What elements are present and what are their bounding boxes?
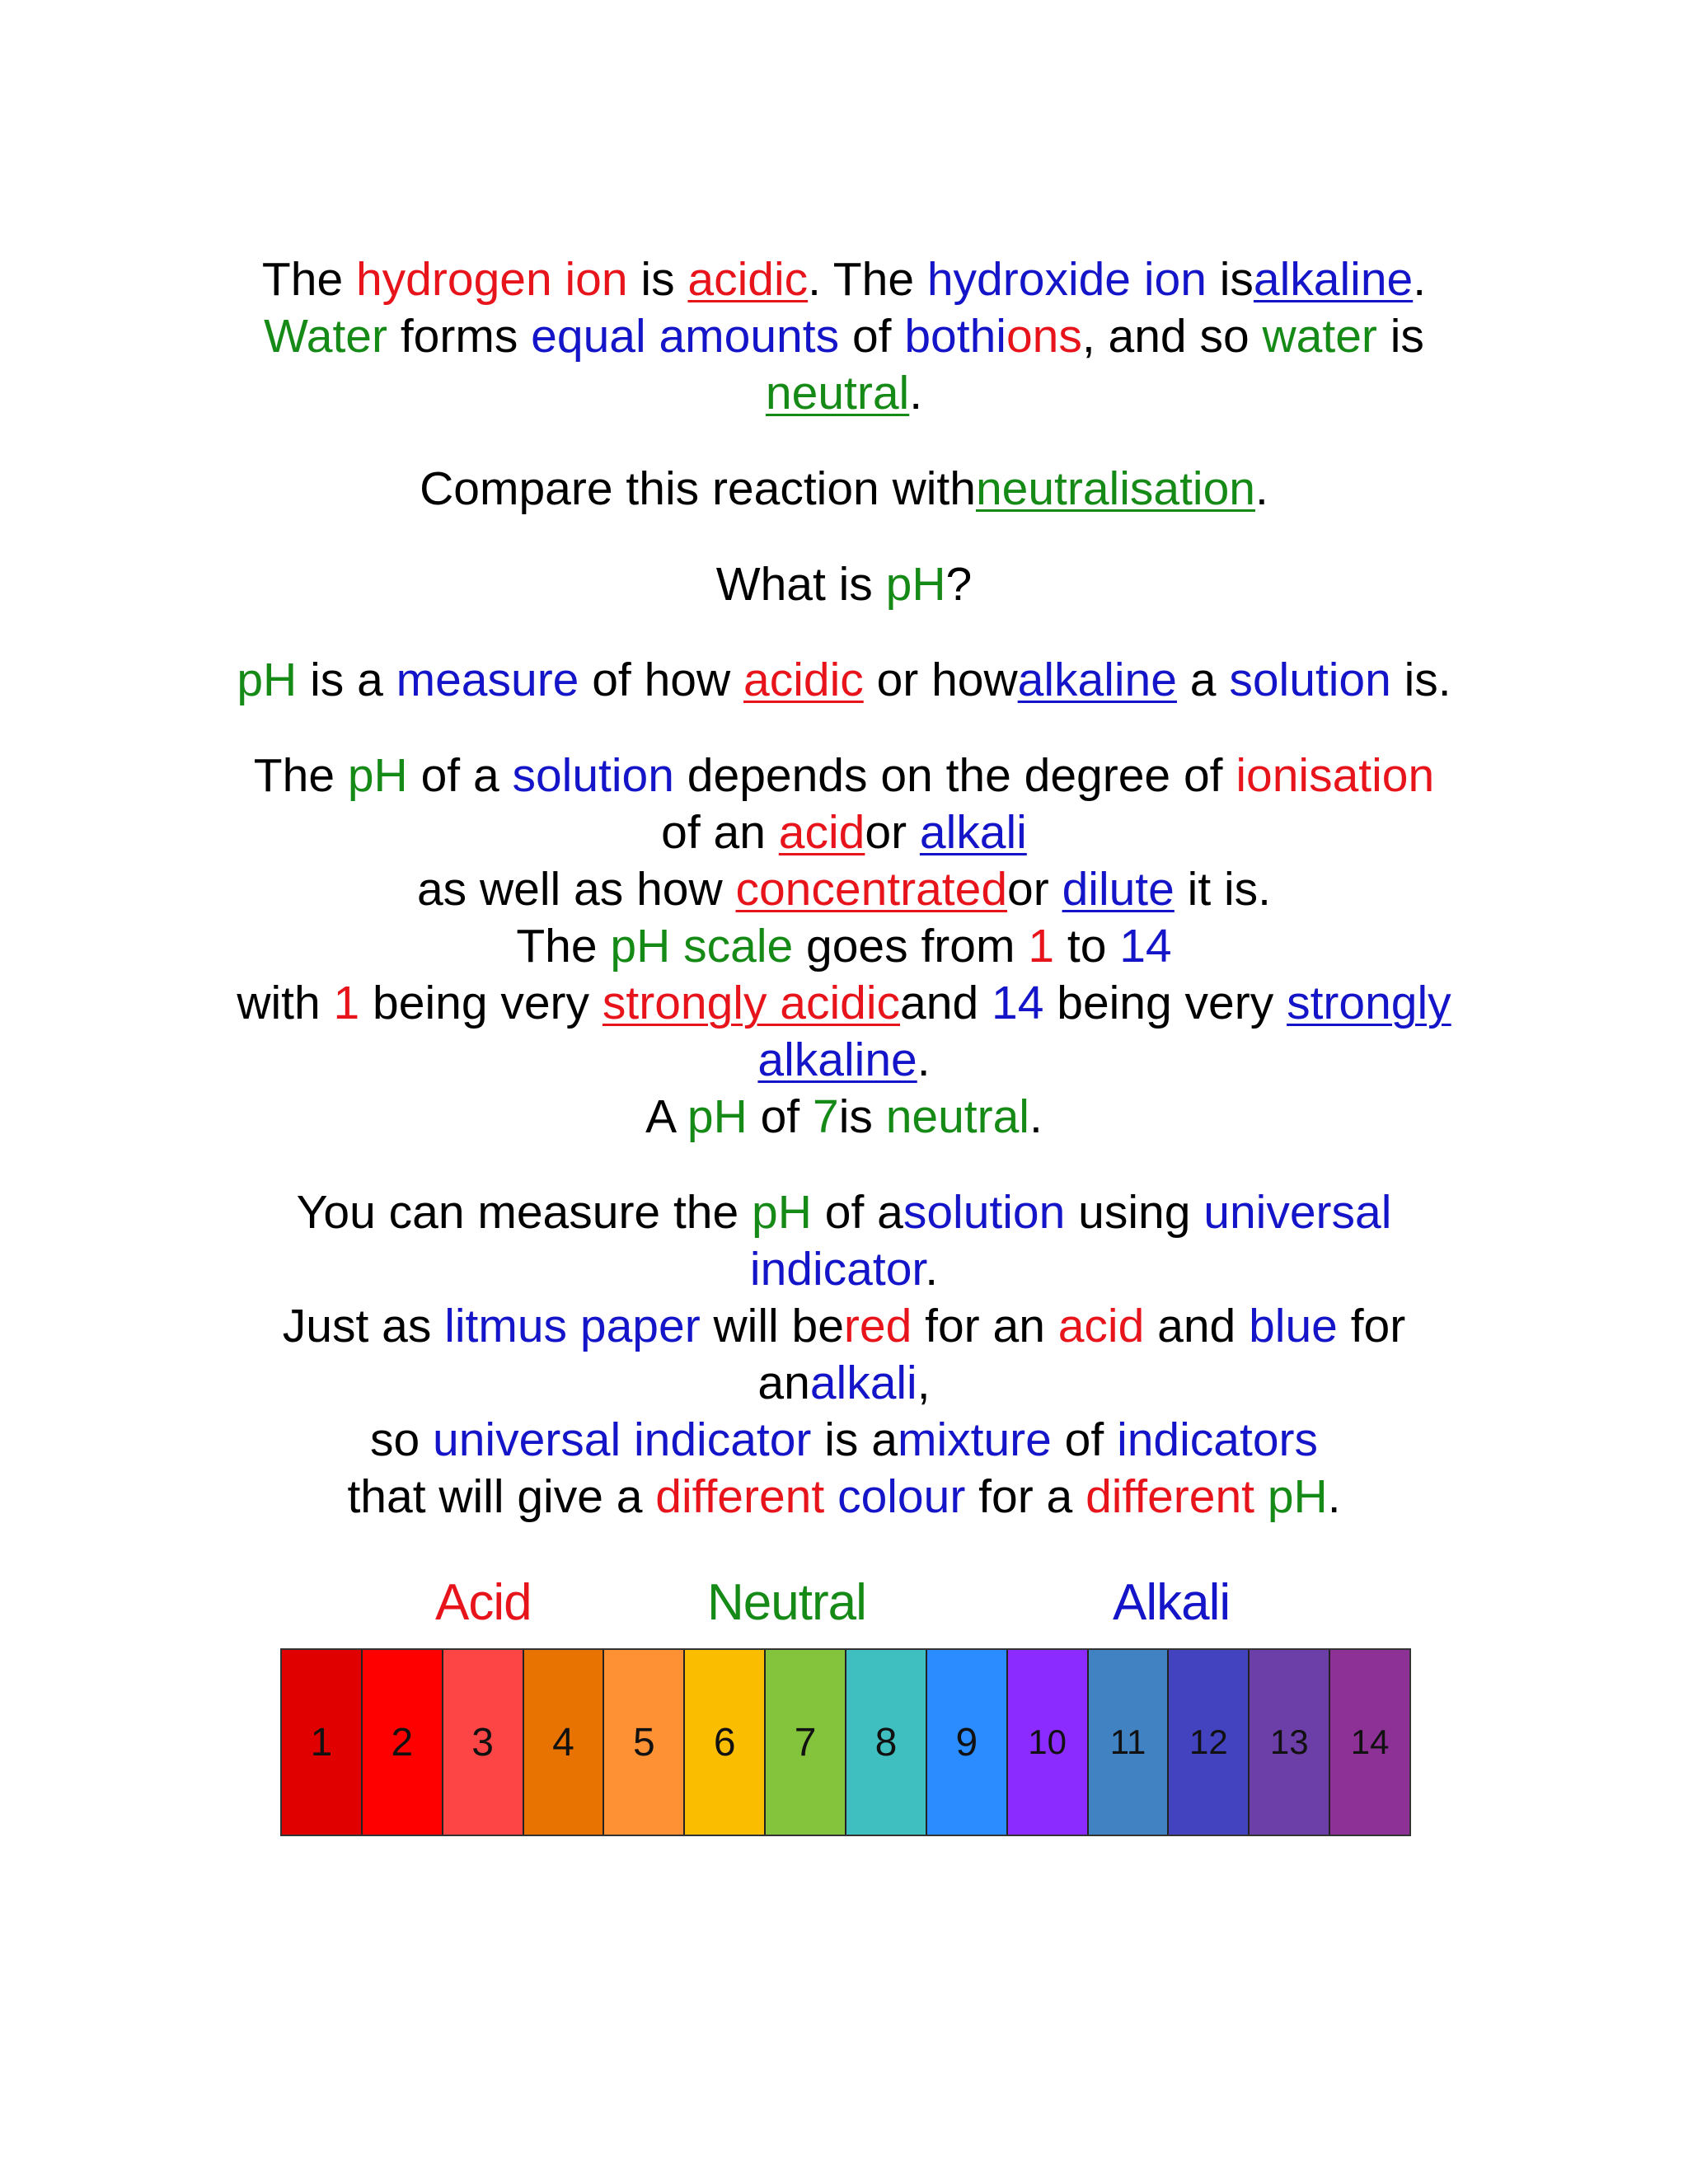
term-litmus-paper: litmus paper xyxy=(444,1300,701,1352)
link-alkaline[interactable]: alkaline xyxy=(1253,253,1414,306)
term-ions: ons xyxy=(1006,310,1082,363)
alkali-label: Alkali xyxy=(1113,1574,1231,1631)
acid-label: Acid xyxy=(435,1574,532,1631)
ph-color-strip xyxy=(280,1648,1411,1836)
text: The xyxy=(261,253,356,306)
term-measure: measure xyxy=(396,654,579,706)
text: as well as how xyxy=(416,863,736,916)
text: is xyxy=(1376,310,1424,363)
term-seven: 7 xyxy=(812,1090,839,1143)
text: , and so xyxy=(1081,310,1263,363)
text: . The xyxy=(808,253,927,306)
ph-cell-7: 7 xyxy=(766,1650,846,1835)
term-hydroxide-ion: hydroxide ion xyxy=(926,253,1207,306)
text: of xyxy=(1051,1413,1118,1466)
term-different: different xyxy=(1085,1470,1254,1523)
link-neutral[interactable]: neutral xyxy=(765,367,910,419)
term-solution: solution xyxy=(903,1186,1066,1239)
text: ? xyxy=(945,558,973,611)
link-dilute[interactable]: dilute xyxy=(1062,863,1175,916)
text: or xyxy=(1007,863,1062,916)
term-water: Water xyxy=(264,310,387,363)
text: or how xyxy=(863,654,1018,706)
text: that will give a xyxy=(347,1470,656,1523)
term-mixture: mixture xyxy=(897,1413,1052,1466)
text: of xyxy=(839,310,905,363)
term-blue: blue xyxy=(1249,1300,1338,1352)
term-alkali: alkali xyxy=(809,1357,917,1409)
ph-cell-3: 3 xyxy=(443,1650,524,1835)
term-ph: pH xyxy=(752,1186,812,1239)
term-hydrogen-ion: hydrogen ion xyxy=(355,253,628,306)
text: of an xyxy=(661,806,779,859)
ph-cell-2: 2 xyxy=(363,1650,443,1835)
ph-scale-figure xyxy=(280,1570,1413,1850)
neutral-label: Neutral xyxy=(707,1574,866,1631)
text: of how xyxy=(579,654,743,706)
text: with xyxy=(237,977,334,1029)
text: for a xyxy=(965,1470,1086,1523)
link-alkaline[interactable]: alkaline xyxy=(1017,654,1177,706)
text: or xyxy=(865,806,920,859)
text: forms xyxy=(387,310,532,363)
text: You can measure the xyxy=(296,1186,753,1239)
ph-cell-8: 8 xyxy=(846,1650,927,1835)
ph-cell-5: 5 xyxy=(604,1650,685,1835)
text: Just as xyxy=(282,1300,445,1352)
link-strongly-acidic[interactable]: strongly acidic xyxy=(602,977,901,1029)
text: and xyxy=(1144,1300,1250,1352)
term-red: red xyxy=(843,1300,912,1352)
ph-cell-12: 12 xyxy=(1169,1650,1250,1835)
text: . xyxy=(917,1033,931,1086)
term-ph: pH xyxy=(1254,1470,1328,1523)
paragraph-ph-definition xyxy=(165,652,1523,709)
text: using xyxy=(1065,1186,1204,1239)
text: is xyxy=(1206,253,1254,306)
text: Compare this reaction with xyxy=(420,462,976,515)
term-one: 1 xyxy=(333,977,360,1029)
text: . xyxy=(1327,1470,1341,1523)
term-one: 1 xyxy=(1028,920,1055,972)
ph-cell-4: 4 xyxy=(524,1650,605,1835)
text: and xyxy=(900,977,992,1029)
term-both: both xyxy=(904,310,996,363)
link-acidic[interactable]: acidic xyxy=(743,654,864,706)
term-acid: acid xyxy=(1057,1300,1145,1352)
link-acid[interactable]: acid xyxy=(778,806,865,859)
text: of xyxy=(747,1090,813,1143)
ph-cell-1: 1 xyxy=(282,1650,363,1835)
text: is a xyxy=(811,1413,898,1466)
text: so xyxy=(369,1413,434,1466)
text: is. xyxy=(1390,654,1451,706)
text: being very xyxy=(359,977,603,1029)
document-body xyxy=(165,251,1523,1564)
paragraph-universal-indicator xyxy=(165,1184,1523,1526)
text: for an xyxy=(912,1300,1058,1352)
term-ph-scale: pH scale xyxy=(610,920,794,972)
term-indicators: indicators xyxy=(1117,1413,1319,1466)
term-colour: colour xyxy=(824,1470,966,1523)
text: is xyxy=(838,1090,886,1143)
text: of a xyxy=(407,749,513,802)
text: . xyxy=(925,1243,939,1296)
link-concentrated[interactable]: concentrated xyxy=(735,863,1008,916)
text: . xyxy=(909,367,923,419)
text: an xyxy=(757,1357,810,1409)
paragraph-compare xyxy=(165,461,1523,518)
term-ionisation: ionisation xyxy=(1236,749,1435,802)
term-universal-indicator: universal xyxy=(1203,1186,1392,1239)
term-neutral: neutral xyxy=(885,1090,1029,1143)
link-neutralisation[interactable]: neutralisation xyxy=(975,462,1255,515)
ph-scale-labels xyxy=(280,1570,1413,1644)
text: is xyxy=(627,253,688,306)
ph-cell-14: 14 xyxy=(1330,1650,1409,1835)
text: , xyxy=(917,1357,931,1409)
text: a xyxy=(1176,654,1230,706)
text: A xyxy=(645,1090,687,1143)
text: . xyxy=(1255,462,1268,515)
text: of a xyxy=(811,1186,903,1239)
term-fourteen: 14 xyxy=(992,977,1044,1029)
text: is a xyxy=(297,654,396,706)
term-universal-indicator: universal indicator xyxy=(433,1413,812,1466)
paragraph-ph-scale xyxy=(165,748,1523,1146)
paragraph-ions xyxy=(165,251,1523,422)
term-different: different xyxy=(655,1470,825,1523)
term-ph: pH xyxy=(687,1090,748,1143)
ph-cell-9: 9 xyxy=(927,1650,1008,1835)
link-strongly-alkaline[interactable]: strongly xyxy=(1287,977,1451,1029)
link-strongly-alkaline[interactable]: alkaline xyxy=(757,1033,917,1086)
ph-cell-13: 13 xyxy=(1250,1650,1330,1835)
term-universal-indicator: indicator xyxy=(749,1243,926,1296)
ph-cell-10: 10 xyxy=(1008,1650,1089,1835)
term-solution: solution xyxy=(1229,654,1391,706)
term-solution: solution xyxy=(512,749,674,802)
term-water: water xyxy=(1262,310,1377,363)
term-ph: pH xyxy=(885,558,946,611)
term-fourteen: 14 xyxy=(1119,920,1172,972)
ph-cell-11: 11 xyxy=(1089,1650,1170,1835)
heading-what-is-ph xyxy=(165,556,1523,613)
text: The xyxy=(253,749,348,802)
term-ph: pH xyxy=(347,749,408,802)
text: . xyxy=(1413,253,1427,306)
text: for xyxy=(1337,1300,1406,1352)
term-equal-amounts: equal amounts xyxy=(531,310,840,363)
text: goes from xyxy=(793,920,1029,972)
text: will be xyxy=(700,1300,844,1352)
text: depends on the degree of xyxy=(673,749,1236,802)
link-acidic[interactable]: acidic xyxy=(687,253,809,306)
ph-cell-6: 6 xyxy=(685,1650,766,1835)
term-ph: pH xyxy=(237,654,298,706)
link-alkali[interactable]: alkali xyxy=(919,806,1027,859)
text: it is. xyxy=(1174,863,1272,916)
text: being very xyxy=(1043,977,1287,1029)
text: . xyxy=(1029,1090,1043,1143)
text: to xyxy=(1054,920,1120,972)
text: What is xyxy=(715,558,886,611)
text: The xyxy=(516,920,611,972)
term-ions: i xyxy=(996,310,1006,363)
